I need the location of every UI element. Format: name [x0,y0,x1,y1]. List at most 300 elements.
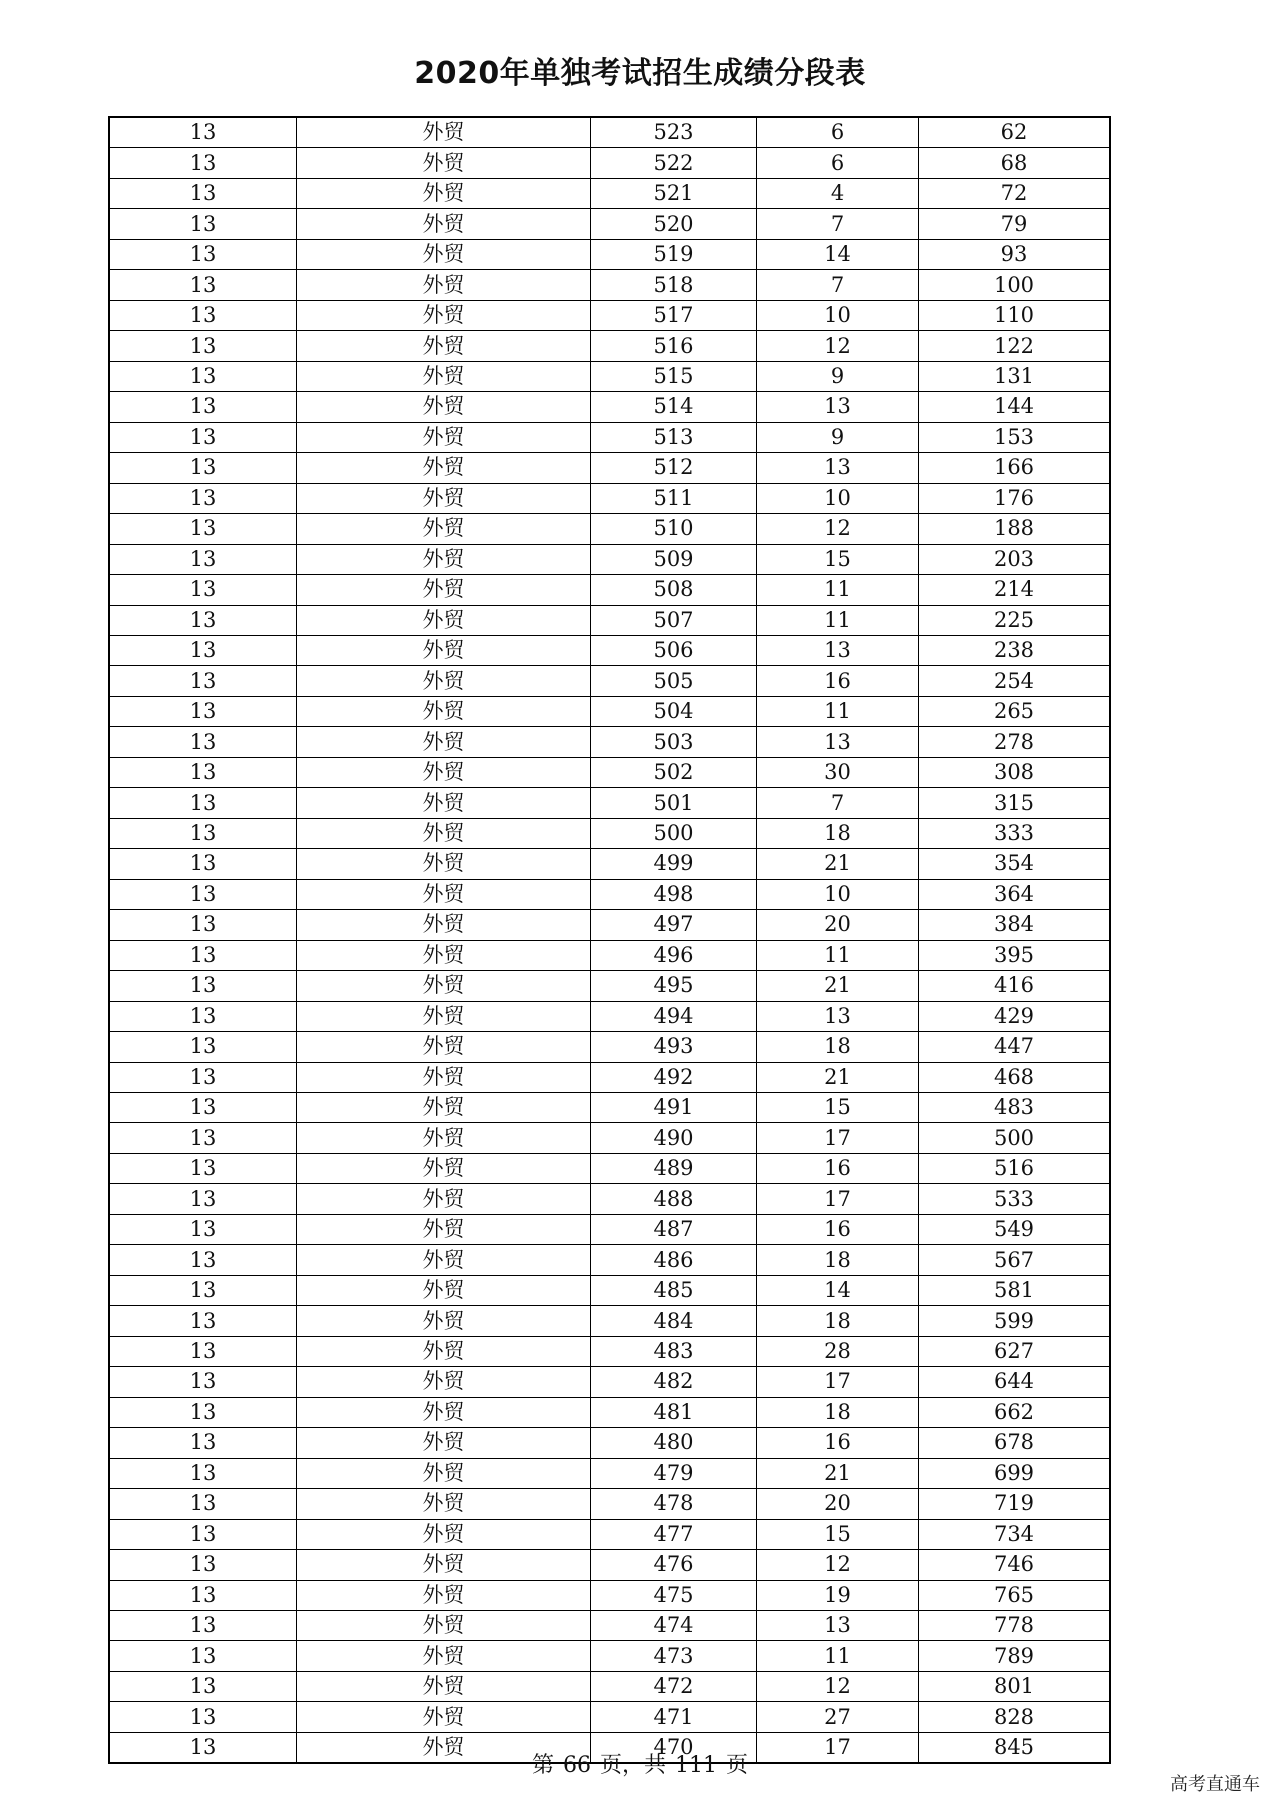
table-row [109,1093,1110,1123]
table-row [109,1550,1110,1580]
score-cell: 509 [591,544,757,574]
table-row [109,910,1110,940]
score-cell: 511 [591,483,757,513]
score-cell: 491 [591,1093,757,1123]
table-row [109,361,1110,391]
score-cell: 487 [591,1214,757,1244]
category-name-cell: 外贸 [297,1245,591,1275]
count-cell: 20 [757,910,919,940]
cumulative-cell: 789 [919,1641,1111,1671]
category-code-cell: 13 [109,1550,297,1580]
cumulative-cell: 483 [919,1093,1111,1123]
table-row [109,392,1110,422]
cumulative-cell: 567 [919,1245,1111,1275]
table-row [109,178,1110,208]
count-cell: 30 [757,757,919,787]
cumulative-cell: 254 [919,666,1111,696]
count-cell: 21 [757,849,919,879]
category-code-cell: 13 [109,392,297,422]
score-cell: 484 [591,1306,757,1336]
table-row [109,1397,1110,1427]
cumulative-cell: 678 [919,1428,1111,1458]
category-name-cell: 外贸 [297,727,591,757]
cumulative-cell: 828 [919,1702,1111,1732]
cumulative-cell: 354 [919,849,1111,879]
cumulative-cell: 662 [919,1397,1111,1427]
category-code-cell: 13 [109,1214,297,1244]
count-cell: 11 [757,696,919,726]
cumulative-cell: 468 [919,1062,1111,1092]
cumulative-cell: 533 [919,1184,1111,1214]
count-cell: 7 [757,209,919,239]
count-cell: 17 [757,1367,919,1397]
score-cell: 475 [591,1580,757,1610]
category-code-cell: 13 [109,1489,297,1519]
table-row [109,818,1110,848]
cumulative-cell: 144 [919,392,1111,422]
score-cell: 520 [591,209,757,239]
cumulative-cell: 778 [919,1610,1111,1640]
category-code-cell: 13 [109,1153,297,1183]
category-code-cell: 13 [109,1641,297,1671]
count-cell: 12 [757,1671,919,1701]
category-name-cell: 外贸 [297,1001,591,1031]
category-code-cell: 13 [109,1610,297,1640]
category-name-cell: 外贸 [297,1153,591,1183]
category-name-cell: 外贸 [297,940,591,970]
count-cell: 13 [757,453,919,483]
category-code-cell: 13 [109,727,297,757]
score-cell: 514 [591,392,757,422]
cumulative-cell: 62 [919,117,1111,148]
category-name-cell: 外贸 [297,635,591,665]
count-cell: 12 [757,331,919,361]
cumulative-cell: 93 [919,239,1111,269]
table-row [109,422,1110,452]
table-row [109,453,1110,483]
count-cell: 9 [757,422,919,452]
table-row [109,849,1110,879]
table-row [109,666,1110,696]
category-name-cell: 外贸 [297,392,591,422]
cumulative-cell: 153 [919,422,1111,452]
cumulative-cell: 395 [919,940,1111,970]
score-cell: 503 [591,727,757,757]
category-code-cell: 13 [109,1428,297,1458]
category-code-cell: 13 [109,666,297,696]
score-cell: 516 [591,331,757,361]
count-cell: 18 [757,1306,919,1336]
category-name-cell: 外贸 [297,1671,591,1701]
score-cell: 510 [591,514,757,544]
category-code-cell: 13 [109,1732,297,1763]
category-code-cell: 13 [109,239,297,269]
category-name-cell: 外贸 [297,1610,591,1640]
count-cell: 13 [757,392,919,422]
table-row [109,1580,1110,1610]
category-code-cell: 13 [109,1001,297,1031]
category-code-cell: 13 [109,483,297,513]
table-row [109,757,1110,787]
count-cell: 11 [757,575,919,605]
category-name-cell: 外贸 [297,1336,591,1366]
category-name-cell: 外贸 [297,1702,591,1732]
category-code-cell: 13 [109,818,297,848]
table-row [109,1458,1110,1488]
table-row [109,1184,1110,1214]
count-cell: 10 [757,300,919,330]
table-row [109,1306,1110,1336]
category-code-cell: 13 [109,117,297,148]
score-cell: 498 [591,879,757,909]
category-code-cell: 13 [109,361,297,391]
cumulative-cell: 719 [919,1489,1111,1519]
category-name-cell: 外贸 [297,361,591,391]
category-code-cell: 13 [109,422,297,452]
category-name-cell: 外贸 [297,148,591,178]
watermark-logo: 高考直通车 [1170,1774,1260,1795]
score-cell: 473 [591,1641,757,1671]
score-cell: 501 [591,788,757,818]
category-code-cell: 13 [109,635,297,665]
score-cell: 486 [591,1245,757,1275]
cumulative-cell: 278 [919,727,1111,757]
count-cell: 11 [757,940,919,970]
table-row [109,148,1110,178]
category-name-cell: 外贸 [297,1580,591,1610]
count-cell: 16 [757,666,919,696]
score-cell: 480 [591,1428,757,1458]
cumulative-cell: 100 [919,270,1111,300]
cumulative-cell: 644 [919,1367,1111,1397]
cumulative-cell: 166 [919,453,1111,483]
category-name-cell: 外贸 [297,300,591,330]
table-row [109,605,1110,635]
category-name-cell: 外贸 [297,1489,591,1519]
count-cell: 17 [757,1123,919,1153]
cumulative-cell: 516 [919,1153,1111,1183]
category-code-cell: 13 [109,1184,297,1214]
table-row [109,514,1110,544]
score-cell: 500 [591,818,757,848]
category-name-cell: 外贸 [297,270,591,300]
category-name-cell: 外贸 [297,544,591,574]
table-row [109,1123,1110,1153]
category-code-cell: 13 [109,514,297,544]
count-cell: 18 [757,1245,919,1275]
cumulative-cell: 79 [919,209,1111,239]
category-name-cell: 外贸 [297,178,591,208]
page-number: 第 66 页，共 111 页 [532,1753,748,1778]
count-cell: 18 [757,1397,919,1427]
category-name-cell: 外贸 [297,910,591,940]
category-code-cell: 13 [109,453,297,483]
table-row [109,1671,1110,1701]
table-row [109,1214,1110,1244]
count-cell: 11 [757,1641,919,1671]
score-cell: 492 [591,1062,757,1092]
count-cell: 10 [757,879,919,909]
count-cell: 20 [757,1489,919,1519]
score-cell: 483 [591,1336,757,1366]
score-cell: 489 [591,1153,757,1183]
score-cell: 515 [591,361,757,391]
table-row [109,1245,1110,1275]
cumulative-cell: 845 [919,1732,1111,1763]
category-name-cell: 外贸 [297,575,591,605]
score-cell: 512 [591,453,757,483]
category-name-cell: 外贸 [297,1062,591,1092]
cumulative-cell: 238 [919,635,1111,665]
category-name-cell: 外贸 [297,1184,591,1214]
category-code-cell: 13 [109,1062,297,1092]
category-name-cell: 外贸 [297,666,591,696]
category-code-cell: 13 [109,270,297,300]
score-cell: 481 [591,1397,757,1427]
category-code-cell: 13 [109,1519,297,1549]
count-cell: 27 [757,1702,919,1732]
category-code-cell: 13 [109,1702,297,1732]
category-code-cell: 13 [109,331,297,361]
cumulative-cell: 447 [919,1032,1111,1062]
category-code-cell: 13 [109,300,297,330]
score-cell: 506 [591,635,757,665]
cumulative-cell: 734 [919,1519,1111,1549]
count-cell: 12 [757,514,919,544]
cumulative-cell: 416 [919,971,1111,1001]
cumulative-cell: 384 [919,910,1111,940]
table-row [109,331,1110,361]
count-cell: 16 [757,1153,919,1183]
cumulative-cell: 72 [919,178,1111,208]
count-cell: 21 [757,971,919,1001]
score-cell: 488 [591,1184,757,1214]
table-row [109,788,1110,818]
score-cell: 508 [591,575,757,605]
count-cell: 19 [757,1580,919,1610]
category-name-cell: 外贸 [297,818,591,848]
score-cell: 519 [591,239,757,269]
score-table [108,116,1111,1764]
cumulative-cell: 203 [919,544,1111,574]
score-cell: 470 [591,1732,757,1763]
cumulative-cell: 364 [919,879,1111,909]
cumulative-cell: 122 [919,331,1111,361]
category-code-cell: 13 [109,1032,297,1062]
page-title: 2020年单独考试招生成绩分段表 [414,56,866,91]
category-code-cell: 13 [109,544,297,574]
cumulative-cell: 188 [919,514,1111,544]
category-code-cell: 13 [109,1397,297,1427]
score-cell: 499 [591,849,757,879]
count-cell: 13 [757,1001,919,1031]
score-cell: 494 [591,1001,757,1031]
category-code-cell: 13 [109,849,297,879]
table-row [109,1367,1110,1397]
cumulative-cell: 131 [919,361,1111,391]
table-row [109,1153,1110,1183]
category-name-cell: 外贸 [297,605,591,635]
category-code-cell: 13 [109,178,297,208]
score-cell: 513 [591,422,757,452]
cumulative-cell: 765 [919,1580,1111,1610]
count-cell: 6 [757,148,919,178]
category-name-cell: 外贸 [297,1214,591,1244]
category-code-cell: 13 [109,1367,297,1397]
table-row [109,696,1110,726]
category-code-cell: 13 [109,1306,297,1336]
category-name-cell: 外贸 [297,1032,591,1062]
category-name-cell: 外贸 [297,849,591,879]
category-name-cell: 外贸 [297,1306,591,1336]
category-code-cell: 13 [109,148,297,178]
cumulative-cell: 214 [919,575,1111,605]
count-cell: 9 [757,361,919,391]
category-name-cell: 外贸 [297,1123,591,1153]
table-row [109,1610,1110,1640]
count-cell: 21 [757,1062,919,1092]
count-cell: 7 [757,788,919,818]
cumulative-cell: 176 [919,483,1111,513]
count-cell: 10 [757,483,919,513]
count-cell: 13 [757,727,919,757]
cumulative-cell: 333 [919,818,1111,848]
score-cell: 471 [591,1702,757,1732]
category-name-cell: 外贸 [297,1519,591,1549]
table-row [109,300,1110,330]
count-cell: 17 [757,1184,919,1214]
table-row [109,1641,1110,1671]
count-cell: 4 [757,178,919,208]
table-row [109,971,1110,1001]
category-name-cell: 外贸 [297,239,591,269]
count-cell: 28 [757,1336,919,1366]
count-cell: 16 [757,1214,919,1244]
category-name-cell: 外贸 [297,1458,591,1488]
score-cell: 523 [591,117,757,148]
category-name-cell: 外贸 [297,788,591,818]
cumulative-cell: 801 [919,1671,1111,1701]
score-cell: 478 [591,1489,757,1519]
category-name-cell: 外贸 [297,117,591,148]
count-cell: 11 [757,605,919,635]
category-name-cell: 外贸 [297,483,591,513]
category-name-cell: 外贸 [297,331,591,361]
score-cell: 482 [591,1367,757,1397]
count-cell: 18 [757,1032,919,1062]
cumulative-cell: 315 [919,788,1111,818]
category-code-cell: 13 [109,696,297,726]
table-row [109,1519,1110,1549]
score-cell: 497 [591,910,757,940]
table-row [109,1489,1110,1519]
score-cell: 502 [591,757,757,787]
table-row [109,1001,1110,1031]
count-cell: 6 [757,117,919,148]
score-cell: 474 [591,1610,757,1640]
category-code-cell: 13 [109,1245,297,1275]
category-name-cell: 外贸 [297,1367,591,1397]
category-name-cell: 外贸 [297,1732,591,1763]
category-code-cell: 13 [109,879,297,909]
score-cell: 493 [591,1032,757,1062]
table-row [109,270,1110,300]
score-cell: 521 [591,178,757,208]
table-row [109,1062,1110,1092]
score-cell: 472 [591,1671,757,1701]
count-cell: 14 [757,1275,919,1305]
cumulative-cell: 265 [919,696,1111,726]
category-code-cell: 13 [109,1336,297,1366]
table-row [109,1336,1110,1366]
category-name-cell: 外贸 [297,1641,591,1671]
category-code-cell: 13 [109,971,297,1001]
category-name-cell: 外贸 [297,1397,591,1427]
category-name-cell: 外贸 [297,757,591,787]
table-row [109,879,1110,909]
category-code-cell: 13 [109,1580,297,1610]
cumulative-cell: 68 [919,148,1111,178]
category-name-cell: 外贸 [297,1093,591,1123]
count-cell: 21 [757,1458,919,1488]
category-name-cell: 外贸 [297,1428,591,1458]
count-cell: 15 [757,544,919,574]
count-cell: 7 [757,270,919,300]
category-code-cell: 13 [109,788,297,818]
score-cell: 517 [591,300,757,330]
category-code-cell: 13 [109,910,297,940]
category-name-cell: 外贸 [297,209,591,239]
cumulative-cell: 225 [919,605,1111,635]
cumulative-cell: 500 [919,1123,1111,1153]
score-cell: 495 [591,971,757,1001]
cumulative-cell: 627 [919,1336,1111,1366]
count-cell: 16 [757,1428,919,1458]
category-code-cell: 13 [109,605,297,635]
category-code-cell: 13 [109,1275,297,1305]
category-name-cell: 外贸 [297,971,591,1001]
score-cell: 518 [591,270,757,300]
category-code-cell: 13 [109,1123,297,1153]
table-row [109,1702,1110,1732]
count-cell: 17 [757,1732,919,1763]
cumulative-cell: 699 [919,1458,1111,1488]
table-row [109,117,1110,148]
table-row [109,1275,1110,1305]
score-cell: 496 [591,940,757,970]
table-row [109,575,1110,605]
count-cell: 12 [757,1550,919,1580]
table-row [109,1428,1110,1458]
category-name-cell: 外贸 [297,879,591,909]
category-code-cell: 13 [109,940,297,970]
cumulative-cell: 581 [919,1275,1111,1305]
cumulative-cell: 429 [919,1001,1111,1031]
table-row [109,940,1110,970]
table-row [109,1032,1110,1062]
score-cell: 477 [591,1519,757,1549]
table-row [109,727,1110,757]
score-cell: 522 [591,148,757,178]
count-cell: 13 [757,635,919,665]
count-cell: 18 [757,818,919,848]
score-cell: 490 [591,1123,757,1153]
category-name-cell: 外贸 [297,422,591,452]
table-row [109,239,1110,269]
table-row [109,544,1110,574]
category-code-cell: 13 [109,1093,297,1123]
count-cell: 14 [757,239,919,269]
